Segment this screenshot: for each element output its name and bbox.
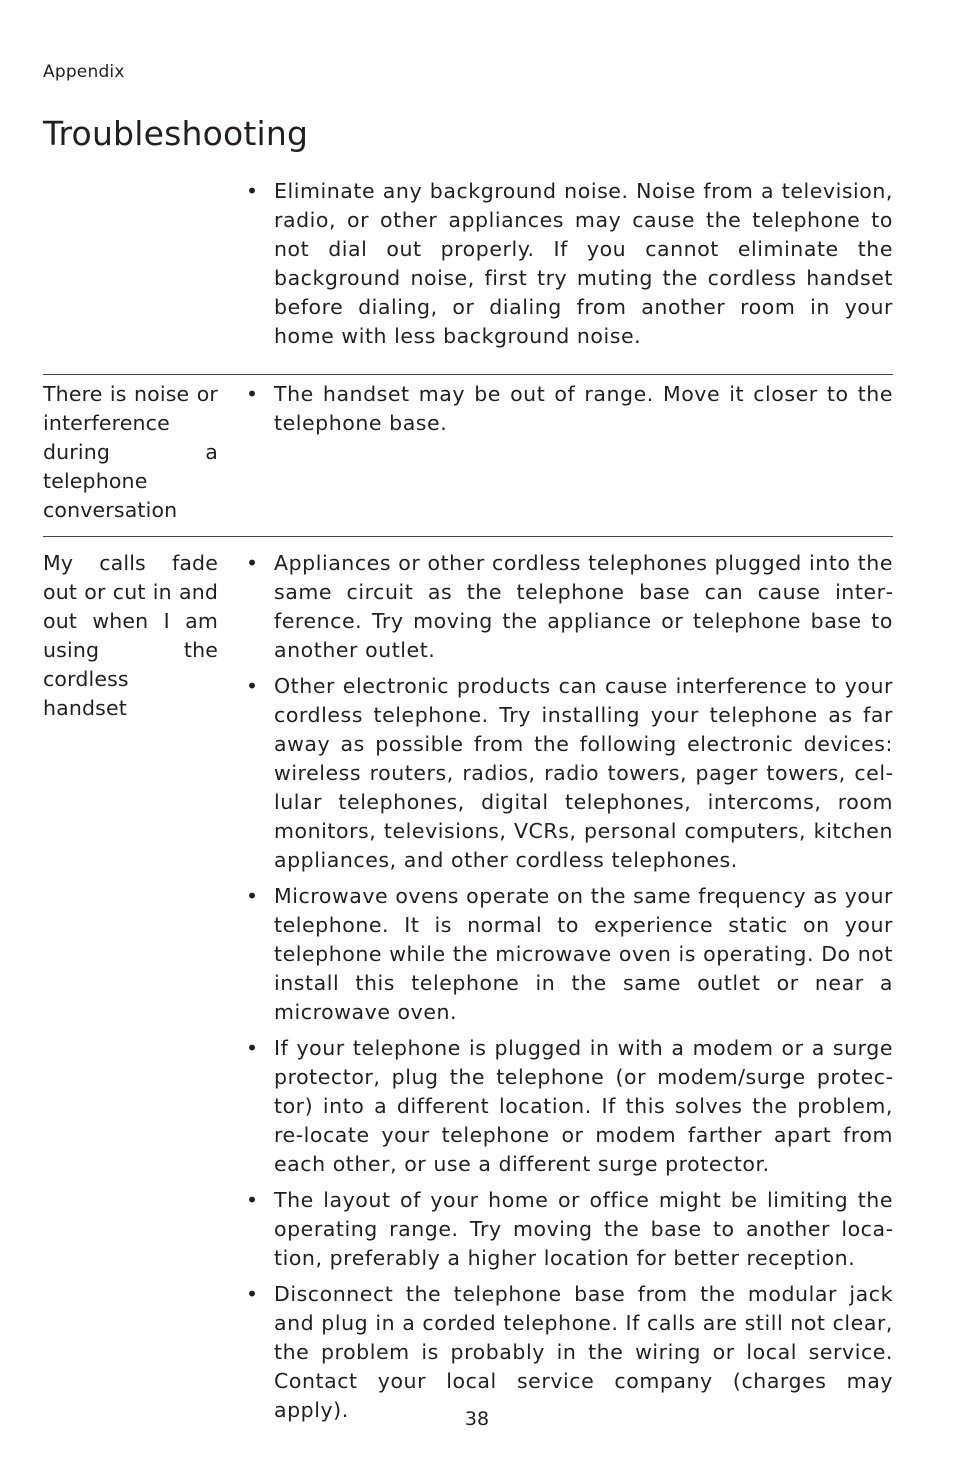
solution-item [246,177,893,351]
solution-item [246,1034,893,1179]
table-row [43,175,893,374]
solution-item [246,380,893,438]
problem-description: There is noise or interference during a telephone conversation [43,382,218,522]
problem-description: My calls fade out or cut in and out when I am using the cordless handset [43,551,218,720]
page-number: 38 [464,1408,490,1430]
bullet-icon: • [246,884,259,908]
solution-item [246,1280,893,1425]
solution-text: Disconnect the telephone base from the modular jack and plug in a corded telephone. If calls are still not clear, the problem is probably in the wiring or local service. Contact your local service company (charges may apply). [274,1282,893,1422]
bullet-icon: • [246,179,259,203]
solution-text: The layout of your home or office might be limiting the operating range. Try moving the base to another location, preferably a higher location for better reception. [274,1188,893,1270]
solution-text: Eliminate any background noise. Noise from a television, radio, or other appliances may cause the telephone to not dial out properly. If you cannot eliminate the background noise, first try muting the cordless handset before dialing, or dialing from another room in your home with less background noise. [274,179,893,348]
solution-list [246,177,893,358]
troubleshooting-table [43,175,893,1432]
table-row [43,536,893,1432]
solution-list [246,549,893,1432]
solution-text: Microwave ovens operate on the same frequency as your telephone. It is normal to experience static on your telephone while the microwave oven is operating. Do not install this telephone in the same outlet or near a microwave oven. [274,884,893,1024]
table-row [43,374,893,536]
bullet-icon: • [246,551,259,575]
bullet-icon: • [246,1188,259,1212]
solution-text: Other electronic products can cause interference to your cordless telephone. Try installing your telephone as far away as possible from the following electronic devices: wireless routers, radios, radio towers, pager towers, cellular telephones, digital telephones, intercoms, room monitors, televisions, VCRs, personal computers, kitchen appliances, and other cordless telephones. [274,674,893,872]
solution-text: Appliances or other cordless telephones plugged into the same circuit as the telephone base can cause interference. Try moving the appliance or telephone base to another outlet. [274,551,893,662]
solution-item [246,1186,893,1273]
solution-item [246,882,893,1027]
page-title: Troubleshooting [43,114,309,153]
bullet-icon: • [246,1282,259,1306]
solution-text: The handset may be out of range. Move it closer to the telephone base. [274,382,893,435]
solution-item [246,672,893,875]
solution-list [246,380,893,525]
problem-description [43,177,218,358]
bullet-icon: • [246,1036,259,1060]
section-label: Appendix [43,62,125,82]
solution-text: If your telephone is plugged in with a modem or a surge protector, plug the telephone (or modem/surge protector) into a different location. If this solves the problem, re-locate your telephone or modem farther apart from each other, or use a different surge protector. [274,1036,893,1176]
bullet-icon: • [246,382,259,406]
bullet-icon: • [246,674,259,698]
solution-item [246,549,893,665]
